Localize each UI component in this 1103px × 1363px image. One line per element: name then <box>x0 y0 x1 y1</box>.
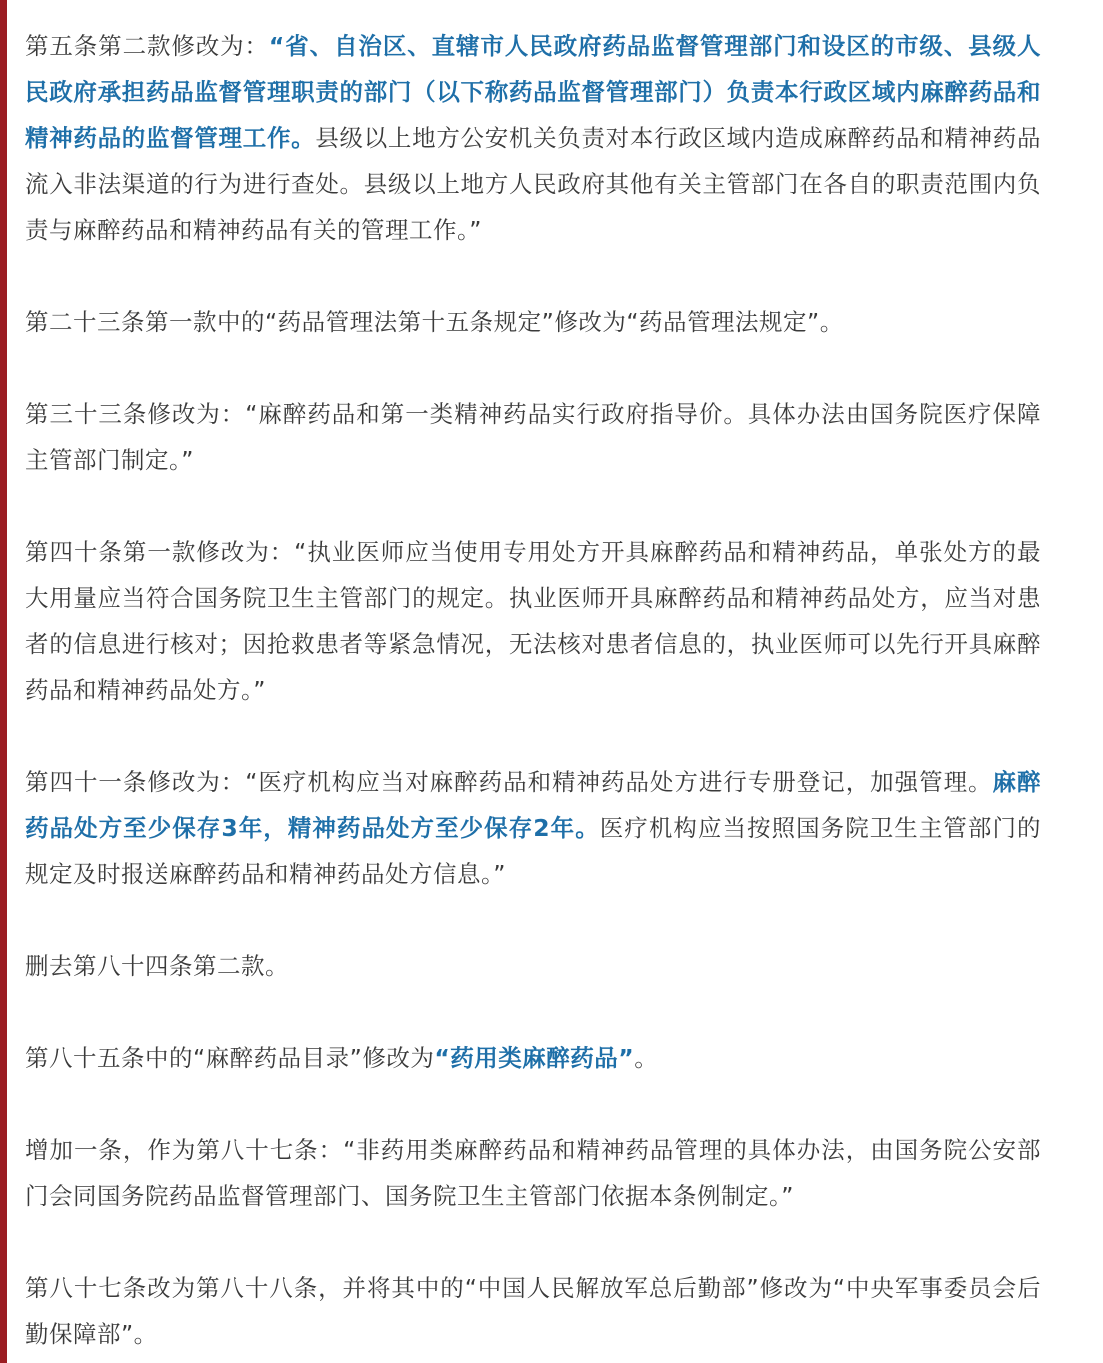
paragraph-article-88 <box>25 1265 1041 1357</box>
paragraph-text: 。 <box>634 1044 659 1072</box>
highlighted-text: “省、自治区、直辖市人民政府药品监督管理部门和设区的市级、县级人民政府承担药品监督管理职责的部门（以下称药品监督管理部门）负责本行政区域内麻醉药品和精神药品的监督管理工作。 <box>25 32 1041 152</box>
paragraph-gap <box>25 1219 1041 1265</box>
highlighted-text: 麻醉药品处方至少保存3年，精神药品处方至少保存2年。 <box>25 768 1041 842</box>
paragraph-gap <box>25 897 1041 943</box>
paragraph-gap <box>25 713 1041 759</box>
paragraph-text: 第八十五条中的“麻醉药品目录”修改为 <box>25 1044 435 1072</box>
paragraph-gap <box>25 483 1041 529</box>
paragraph-text: 删去第八十四条第二款。 <box>25 952 289 980</box>
paragraph-article-40 <box>25 529 1041 713</box>
paragraph-text: 县级以上地方公安机关负责对本行政区域内造成麻醉药品和精神药品流入非法渠道的行为进行查处。县级以上地方人民政府其他有关主管部门在各自的职责范围内负责与麻醉药品和精神药品有关的管理工作。” <box>25 124 1042 244</box>
paragraph-gap <box>25 253 1041 299</box>
paragraph-text: 第八十七条改为第八十八条，并将其中的“中国人民解放军总后勤部”修改为“中央军事委员会后勤保障部”。 <box>25 1274 1041 1348</box>
paragraph-text: 医疗机构应当按照国务院卫生主管部门的规定及时报送麻醉药品和精神药品处方信息。” <box>25 814 1042 888</box>
paragraph-text: 第三十三条修改为：“麻醉药品和第一类精神药品实行政府指导价。具体办法由国务院医疗保障主管部门制定。” <box>25 400 1041 474</box>
paragraph-gap <box>25 1081 1041 1127</box>
paragraph-text: 增加一条，作为第八十七条：“非药用类麻醉药品和精神药品管理的具体办法，由国务院公安部门会同国务院药品监督管理部门、国务院卫生主管部门依据本条例制定。” <box>25 1136 1041 1210</box>
paragraph-article-5 <box>25 23 1041 253</box>
paragraph-article-33 <box>25 391 1041 483</box>
left-accent-bar <box>0 0 7 1363</box>
paragraph-gap <box>25 989 1041 1035</box>
paragraph-text: 第四十条第一款修改为：“执业医师应当使用专用处方开具麻醉药品和精神药品，单张处方的最大用量应当符合国务院卫生主管部门的规定。执业医师开具麻醉药品和精神药品处方，应当对患者的信息进行核对；因抢救患者等紧急情况，无法核对患者信息的，执业医师可以先行开具麻醉药品和精神药品处方。” <box>25 538 1041 704</box>
paragraph-article-85 <box>25 1035 1041 1081</box>
article-body <box>25 23 1041 1357</box>
paragraph-gap <box>25 345 1041 391</box>
paragraph-article-41 <box>25 759 1041 897</box>
highlighted-text: “药用类麻醉药品” <box>434 1044 635 1072</box>
paragraph-article-84 <box>25 943 1041 989</box>
paragraph-text: 第四十一条修改为：“医疗机构应当对麻醉药品和精神药品处方进行专册登记，加强管理。 <box>25 768 993 796</box>
paragraph-text: 第二十三条第一款中的“药品管理法第十五条规定”修改为“药品管理法规定”。 <box>25 308 844 336</box>
paragraph-text: 第五条第二款修改为： <box>25 32 269 60</box>
paragraph-article-87-new <box>25 1127 1041 1219</box>
paragraph-article-23 <box>25 299 1041 345</box>
